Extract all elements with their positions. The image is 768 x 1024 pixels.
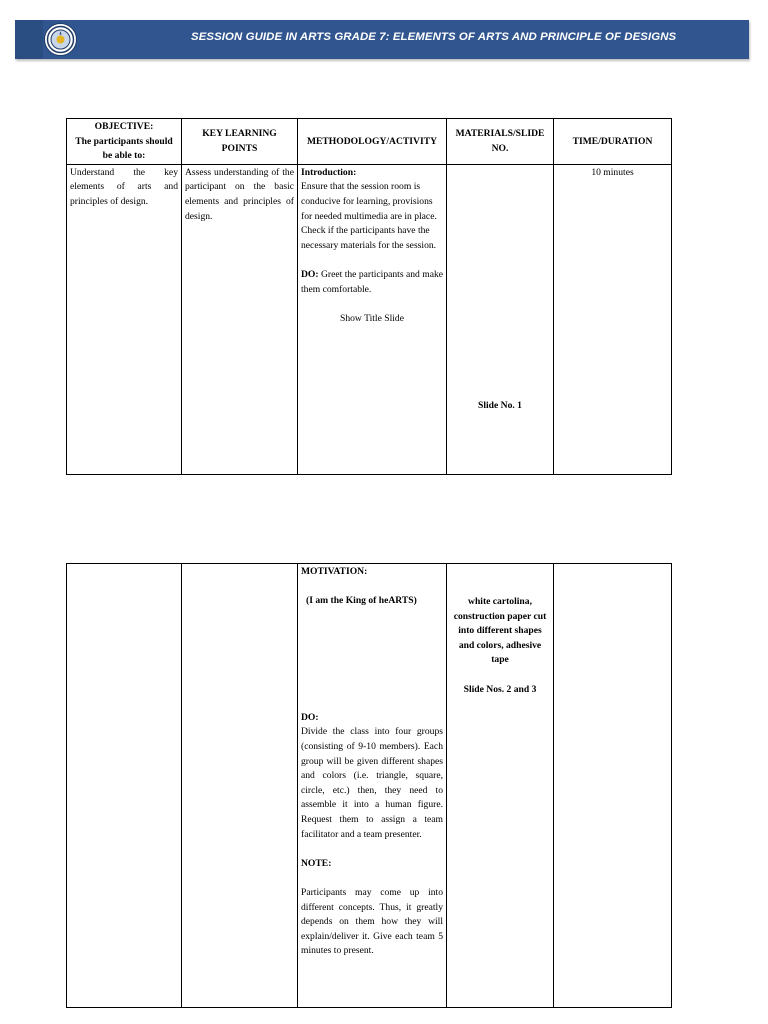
session-table-introduction (66, 118, 672, 475)
materials-cell (447, 164, 554, 474)
materials-cell (447, 564, 554, 1008)
header-time: TIME/DURATION (554, 119, 672, 165)
objective-cell-empty (67, 564, 182, 1008)
show-slide-text: Show Title Slide (340, 312, 404, 324)
motivation-label: MOTIVATION: (301, 566, 368, 577)
do-label: DO: (301, 711, 319, 723)
header-methodology: METHODOLOGY/ACTIVITY (298, 119, 447, 165)
header-key-points: KEY LEARNING POINTS (182, 119, 298, 165)
time-cell: 10 minutes (554, 164, 672, 474)
slide-numbers: Slide Nos. 2 and 3 (463, 683, 537, 695)
table-header-row (67, 119, 672, 165)
intro-label: Introduction: (301, 166, 357, 178)
do-instruction (301, 268, 443, 297)
table-row (67, 564, 672, 1008)
header-objective-sub: The participants should be able to: (75, 135, 173, 162)
table-row (67, 164, 672, 474)
header-objective (67, 119, 182, 165)
methodology-cell (298, 164, 447, 474)
intro-text: Ensure that the session room is conducive for learning, provisions for needed multimedia are in place. Check if the participants have the necessary materials for the session. (301, 181, 437, 251)
do-text: Greet the participants and make them comfortable. (301, 268, 444, 295)
header-objective-label: OBJECTIVE: (94, 121, 154, 132)
key-points-cell-empty (182, 564, 298, 1008)
key-points-cell: Assess understanding of the participant on the basic elements and principles of design. (182, 164, 298, 474)
note-label: NOTE: (301, 857, 332, 869)
header-materials: MATERIALS/SLIDE NO. (447, 119, 554, 165)
slide-number: Slide No. 1 (478, 399, 522, 411)
activity-title: (I am the King of heARTS) (306, 595, 417, 607)
header-banner (15, 20, 749, 59)
objective-cell: Understand the key elements of arts and principles of design. (67, 164, 182, 474)
deped-seal-icon (44, 23, 77, 56)
do-label: DO: (301, 268, 319, 280)
page-title: SESSION GUIDE IN ARTS GRADE 7: ELEMENTS OF ARTS AND PRINCIPLE OF DESIGNS (191, 31, 677, 43)
do-text: Divide the class into four groups (consisting of 9-10 members). Each group will be given different shapes and colors (i.e. triangle, square, circle, etc.) then, they need to assemble it into a human figure. Request them to assign a team facilitator and a team presenter. (301, 726, 443, 840)
banner-accent-strip (15, 20, 43, 59)
methodology-cell (298, 564, 447, 1008)
note-text: Participants may come up into different concepts. Thus, it greatly depends on them how they will explain/deliver it. Give each team 5 minutes to present. (301, 886, 443, 957)
time-cell-empty (554, 564, 672, 1008)
materials-list: white cartolina, construction paper cut into different shapes and colors, adhesive tape (453, 596, 547, 666)
session-table-motivation (66, 563, 672, 1008)
